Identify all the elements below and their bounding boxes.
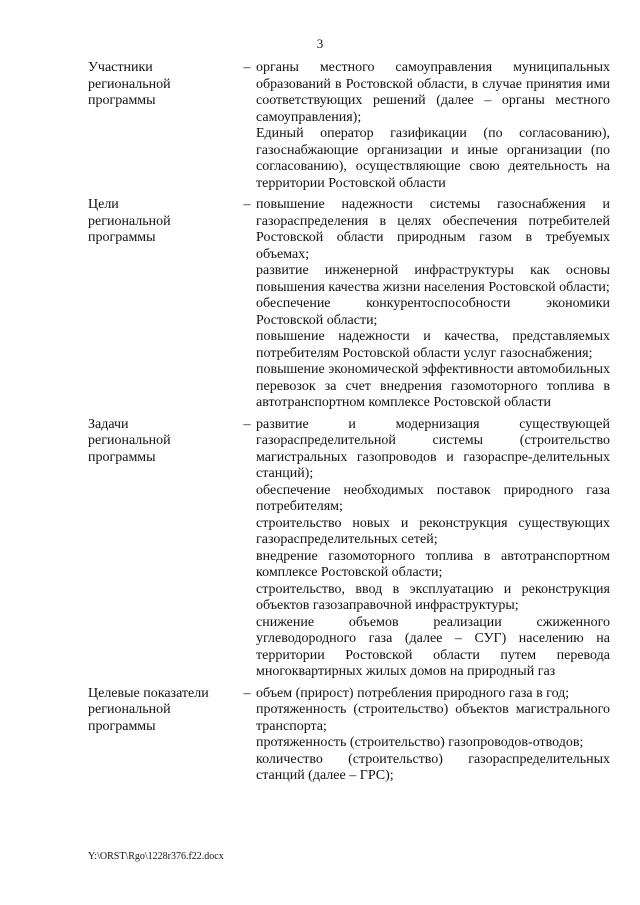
paragraph: Единый оператор газификации (по согласованию), газоснабжающие организации и иные организации (по согласованию), осуществляющие свою деятельность на территории Ростовской области <box>256 126 610 191</box>
section-content <box>256 686 610 785</box>
paragraph: протяженность (строительство) объектов магистрального транспорта; <box>256 702 610 734</box>
section-indicators <box>88 686 610 785</box>
dash-separator: – <box>243 197 251 212</box>
section-label <box>88 686 238 785</box>
program-passport <box>88 60 610 790</box>
section-goals <box>88 197 610 412</box>
paragraph: развитие инженерной инфраструктуры как основы повышения качества жизни населения Ростовской области; <box>256 263 610 295</box>
footer-file-path: Y:\ORST\Rgo\1228r376.f22.docx <box>88 851 224 862</box>
section-label <box>88 197 238 412</box>
paragraph: повышение надежности системы газоснабжения и газораспределения в целях обеспечения потребителей Ростовской области природным газом в требуемых объемах; <box>256 197 610 262</box>
paragraph: количество (строительство) газораспределительных станций (далее – ГРС); <box>256 751 610 783</box>
section-content <box>256 60 610 192</box>
label-line: региональной <box>88 213 171 229</box>
section-content <box>256 197 610 412</box>
paragraph: органы местного самоуправления муниципальных образований в Ростовской области, в случае принятия ими соответствующих решений (далее – органы местного самоуправления); <box>256 60 610 125</box>
section-content <box>256 417 610 681</box>
label-line: региональной <box>88 433 171 448</box>
paragraph: внедрение газомоторного топлива в автотранспортном комплексе Ростовской области; <box>256 548 610 580</box>
dash-separator: – <box>243 416 251 432</box>
paragraph: обеспечение конкурентоспособности экономики Ростовской области; <box>256 296 610 328</box>
label-line: программы <box>88 230 156 245</box>
paragraph: строительство, ввод в эксплуатацию и реконструкция объектов газозаправочной инфраструктуры; <box>256 581 610 613</box>
paragraph: повышение экономической эффективности автомобильных перевозок за счет внедрения газомоторного топлива в автотранспортном комплексе Ростовской области <box>256 362 610 410</box>
section-tasks <box>88 417 610 681</box>
label-line: Участники <box>88 60 153 75</box>
dash-separator: – <box>243 60 251 75</box>
dash-separator: – <box>243 685 251 701</box>
paragraph: развитие и модернизация существующей газораспределительной системы (строительство магистральных газопроводов и газораспре-делительных станций); <box>256 416 610 481</box>
paragraph: протяженность (строительство) газопроводов-отводов; <box>256 735 584 750</box>
label-line: региональной <box>88 702 171 717</box>
paragraph: строительство новых и реконструкция существующих газораспределительных сетей; <box>256 515 610 547</box>
section-label <box>88 60 238 192</box>
label-line: Цели <box>88 197 119 212</box>
section-label <box>88 417 238 681</box>
paragraph: повышение надежности и качества, представляемых потребителям Ростовской области услуг газоснабжения; <box>256 329 610 361</box>
page-number: 3 <box>316 36 324 51</box>
label-line: региональной <box>88 76 171 92</box>
label-line: программы <box>88 93 156 108</box>
section-participants <box>88 60 610 192</box>
label-line: Задачи <box>88 416 129 432</box>
label-line: программы <box>88 718 156 734</box>
paragraph: снижение объемов реализации сжиженного углеводородного газа (далее – СУГ) населению на территории Ростовской области путем перевода многоквартирных жилых домов на природный газ <box>256 614 610 679</box>
paragraph: обеспечение необходимых поставок природного газа потребителям; <box>256 482 610 514</box>
paragraph: объем (прирост) потребления природного газа в год; <box>256 685 570 701</box>
label-line: программы <box>88 449 156 465</box>
label-line: Целевые показатели <box>88 685 209 701</box>
